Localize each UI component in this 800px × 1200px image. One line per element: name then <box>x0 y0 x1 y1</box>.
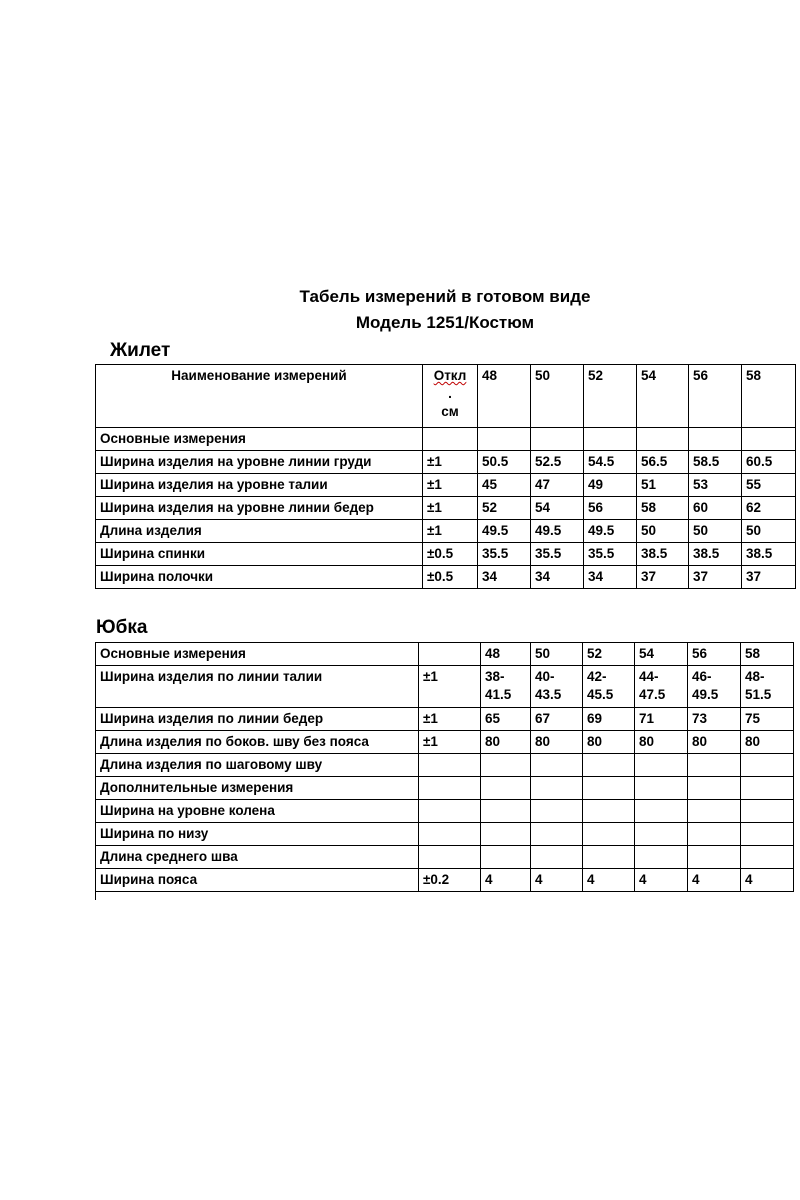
skirt-tolerance-cell: ±0.2 <box>419 869 481 892</box>
skirt-value-cell: 67 <box>531 708 583 731</box>
vest-table-row <box>96 474 796 497</box>
vest-value-cell: 38.5 <box>742 543 796 566</box>
page-title: Табель измерений в готовом виде <box>299 287 591 306</box>
vest-header-row <box>96 365 796 428</box>
skirt-value-cell: 48- 51.5 <box>741 666 794 708</box>
skirt-value-cell: 56 <box>688 643 741 666</box>
vest-value-cell <box>637 428 689 451</box>
vest-value-cell: 35.5 <box>584 543 637 566</box>
vest-value-cell: 54 <box>531 497 584 520</box>
skirt-value-cell <box>741 823 794 846</box>
skirt-value-cell <box>531 754 583 777</box>
skirt-tolerance-cell <box>419 777 481 800</box>
vest-value-cell: 56.5 <box>637 451 689 474</box>
vest-table-row <box>96 543 796 566</box>
skirt-value-cell: 48 <box>481 643 531 666</box>
skirt-value-cell: 52 <box>583 643 635 666</box>
vest-measurements-table <box>95 364 796 589</box>
vest-value-cell: 37 <box>637 566 689 589</box>
skirt-table-row <box>96 754 794 777</box>
skirt-value-cell <box>583 800 635 823</box>
skirt-value-cell <box>688 777 741 800</box>
tolerance-header-line1: Откл <box>433 368 467 383</box>
skirt-value-cell <box>635 823 688 846</box>
vest-value-cell: 50 <box>689 520 742 543</box>
skirt-value-cell <box>531 777 583 800</box>
skirt-table-row <box>96 708 794 731</box>
vest-table-row <box>96 451 796 474</box>
vest-size-header: 54 <box>637 365 689 428</box>
skirt-value-cell: 44- 47.5 <box>635 666 688 708</box>
tolerance-header-line3: см <box>441 404 459 419</box>
skirt-table-row <box>96 800 794 823</box>
skirt-value-cell: 75 <box>741 708 794 731</box>
skirt-value-cell: 65 <box>481 708 531 731</box>
vest-value-cell: 34 <box>531 566 584 589</box>
skirt-value-cell: 69 <box>583 708 635 731</box>
skirt-value-cell: 4 <box>531 869 583 892</box>
skirt-tolerance-cell <box>419 643 481 666</box>
vest-value-cell: 45 <box>478 474 531 497</box>
vest-value-cell: 37 <box>742 566 796 589</box>
skirt-value-cell <box>481 823 531 846</box>
vest-value-cell: 60.5 <box>742 451 796 474</box>
skirt-value-cell <box>481 800 531 823</box>
vest-tolerance-cell: ±1 <box>423 451 478 474</box>
table-edge-line <box>95 882 96 900</box>
skirt-value-cell: 4 <box>635 869 688 892</box>
skirt-value-cell <box>688 800 741 823</box>
vest-value-cell: 50 <box>742 520 796 543</box>
vest-size-header: 56 <box>689 365 742 428</box>
skirt-value-cell: 80 <box>741 731 794 754</box>
vest-value-cell: 49.5 <box>584 520 637 543</box>
skirt-value-cell <box>635 777 688 800</box>
skirt-table-row <box>96 777 794 800</box>
vest-value-cell: 35.5 <box>478 543 531 566</box>
skirt-value-cell <box>688 754 741 777</box>
skirt-table-row <box>96 666 794 708</box>
skirt-value-cell: 4 <box>583 869 635 892</box>
vest-value-cell: 52 <box>478 497 531 520</box>
vest-value-cell: 54.5 <box>584 451 637 474</box>
vest-value-cell: 38.5 <box>689 543 742 566</box>
skirt-value-cell: 4 <box>481 869 531 892</box>
skirt-value-cell: 46- 49.5 <box>688 666 741 708</box>
skirt-value-cell <box>635 754 688 777</box>
skirt-value-cell: 58 <box>741 643 794 666</box>
vest-value-cell: 62 <box>742 497 796 520</box>
vest-value-cell <box>689 428 742 451</box>
skirt-tolerance-cell: ±1 <box>419 731 481 754</box>
skirt-tolerance-cell <box>419 823 481 846</box>
skirt-value-cell <box>635 800 688 823</box>
skirt-value-cell <box>741 777 794 800</box>
skirt-tolerance-cell <box>419 800 481 823</box>
skirt-value-cell <box>481 754 531 777</box>
vest-tolerance-cell: ±1 <box>423 520 478 543</box>
skirt-value-cell <box>583 823 635 846</box>
skirt-measure-name: Ширина на уровне колена <box>96 800 419 823</box>
vest-measure-name: Ширина изделия на уровне талии <box>96 474 423 497</box>
vest-section-label: Жилет <box>110 340 171 361</box>
skirt-value-cell <box>741 846 794 869</box>
skirt-value-cell: 4 <box>741 869 794 892</box>
skirt-value-cell <box>583 754 635 777</box>
vest-value-cell: 50 <box>637 520 689 543</box>
vest-measure-name: Ширина изделия на уровне линии груди <box>96 451 423 474</box>
vest-header-name: Наименование измерений <box>96 365 423 428</box>
vest-tolerance-cell <box>423 428 478 451</box>
vest-table-row <box>96 428 796 451</box>
vest-value-cell: 34 <box>584 566 637 589</box>
skirt-value-cell: 80 <box>688 731 741 754</box>
vest-value-cell: 49 <box>584 474 637 497</box>
skirt-value-cell: 80 <box>481 731 531 754</box>
skirt-tolerance-cell: ±1 <box>419 666 481 708</box>
skirt-measure-name: Длина среднего шва <box>96 846 419 869</box>
vest-value-cell: 55 <box>742 474 796 497</box>
vest-value-cell: 53 <box>689 474 742 497</box>
vest-value-cell <box>531 428 584 451</box>
skirt-value-cell: 80 <box>531 731 583 754</box>
skirt-value-cell: 73 <box>688 708 741 731</box>
vest-measure-name: Ширина спинки <box>96 543 423 566</box>
vest-tolerance-cell: ±1 <box>423 497 478 520</box>
vest-size-header: 58 <box>742 365 796 428</box>
vest-table-row <box>96 566 796 589</box>
skirt-value-cell <box>583 846 635 869</box>
vest-value-cell: 50.5 <box>478 451 531 474</box>
skirt-value-cell <box>531 823 583 846</box>
vest-value-cell: 38.5 <box>637 543 689 566</box>
vest-size-header: 50 <box>531 365 584 428</box>
skirt-value-cell: 71 <box>635 708 688 731</box>
skirt-value-cell: 42- 45.5 <box>583 666 635 708</box>
skirt-measure-name: Дополнительные измерения <box>96 777 419 800</box>
skirt-value-cell: 50 <box>531 643 583 666</box>
skirt-table-row <box>96 823 794 846</box>
page-subtitle: Модель 1251/Костюм <box>355 313 535 332</box>
skirt-measure-name: Ширина изделия по линии бедер <box>96 708 419 731</box>
vest-tolerance-cell: ±0.5 <box>423 566 478 589</box>
vest-value-cell: 58 <box>637 497 689 520</box>
vest-measure-name: Длина изделия <box>96 520 423 543</box>
skirt-value-cell: 38- 41.5 <box>481 666 531 708</box>
vest-header-tolerance <box>423 365 478 428</box>
skirt-measure-name: Ширина по низу <box>96 823 419 846</box>
vest-value-cell: 35.5 <box>531 543 584 566</box>
skirt-value-cell <box>688 823 741 846</box>
vest-size-header: 52 <box>584 365 637 428</box>
vest-value-cell <box>478 428 531 451</box>
skirt-tolerance-cell <box>419 754 481 777</box>
skirt-value-cell <box>531 800 583 823</box>
skirt-table-row <box>96 643 794 666</box>
skirt-value-cell <box>635 846 688 869</box>
skirt-value-cell: 80 <box>635 731 688 754</box>
vest-size-header: 48 <box>478 365 531 428</box>
vest-value-cell: 37 <box>689 566 742 589</box>
skirt-value-cell <box>741 754 794 777</box>
skirt-value-cell: 40- 43.5 <box>531 666 583 708</box>
skirt-measure-name: Длина изделия по боков. шву без пояса <box>96 731 419 754</box>
vest-tolerance-cell: ±0.5 <box>423 543 478 566</box>
vest-value-cell: 58.5 <box>689 451 742 474</box>
vest-value-cell: 56 <box>584 497 637 520</box>
skirt-table-row <box>96 731 794 754</box>
vest-measure-name: Ширина полочки <box>96 566 423 589</box>
skirt-tolerance-cell: ±1 <box>419 708 481 731</box>
skirt-value-cell: 4 <box>688 869 741 892</box>
skirt-measure-name: Ширина изделия по линии талии <box>96 666 419 708</box>
skirt-value-cell <box>531 846 583 869</box>
skirt-value-cell: 54 <box>635 643 688 666</box>
skirt-tolerance-cell <box>419 846 481 869</box>
vest-value-cell: 34 <box>478 566 531 589</box>
vest-value-cell: 60 <box>689 497 742 520</box>
skirt-value-cell <box>688 846 741 869</box>
vest-value-cell <box>742 428 796 451</box>
vest-value-cell: 51 <box>637 474 689 497</box>
skirt-measure-name: Основные измерения <box>96 643 419 666</box>
tolerance-header-line2: . <box>448 386 452 401</box>
vest-value-cell <box>584 428 637 451</box>
skirt-value-cell <box>481 777 531 800</box>
skirt-section-label: Юбка <box>96 617 148 638</box>
vest-value-cell: 52.5 <box>531 451 584 474</box>
skirt-measure-name: Ширина пояса <box>96 869 419 892</box>
skirt-value-cell <box>481 846 531 869</box>
skirt-measure-name: Длина изделия по шаговому шву <box>96 754 419 777</box>
vest-table-row <box>96 497 796 520</box>
vest-value-cell: 47 <box>531 474 584 497</box>
vest-value-cell: 49.5 <box>531 520 584 543</box>
skirt-measurements-table <box>95 642 794 892</box>
vest-table-row <box>96 520 796 543</box>
skirt-table-row <box>96 869 794 892</box>
skirt-table-row <box>96 846 794 869</box>
skirt-value-cell <box>741 800 794 823</box>
skirt-value-cell: 80 <box>583 731 635 754</box>
vest-measure-name: Основные измерения <box>96 428 423 451</box>
skirt-value-cell <box>583 777 635 800</box>
vest-tolerance-cell: ±1 <box>423 474 478 497</box>
vest-value-cell: 49.5 <box>478 520 531 543</box>
vest-measure-name: Ширина изделия на уровне линии бедер <box>96 497 423 520</box>
